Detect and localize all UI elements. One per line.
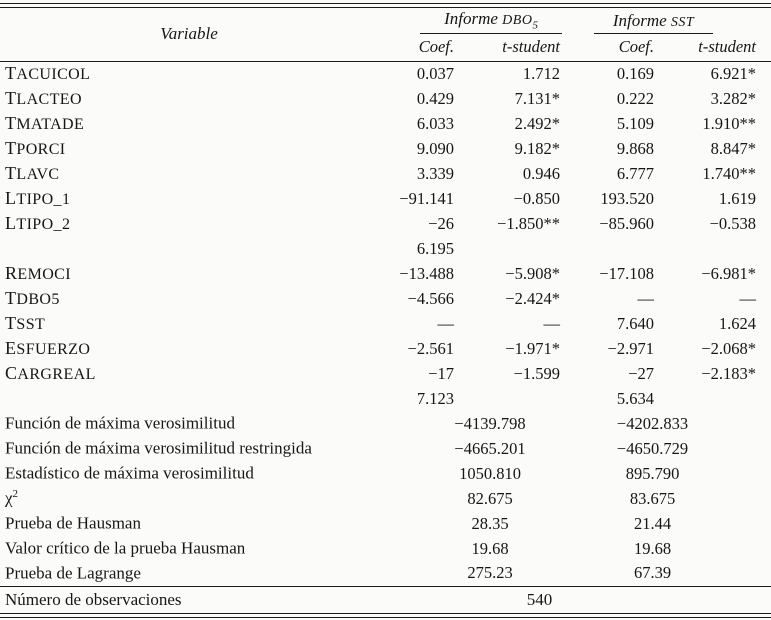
- chi-squared-exponent: 2: [12, 488, 19, 501]
- table-row: [0, 261, 771, 286]
- stat-label: [0, 561, 378, 586]
- dbo-t-value: —: [543, 313, 561, 333]
- group-header-dbo: [378, 8, 566, 34]
- table-row: [0, 311, 771, 336]
- sst-stat-value: 21.44: [633, 513, 672, 533]
- table-body: [0, 61, 771, 613]
- sst-t-value: 1.624: [718, 313, 757, 333]
- sst-t-value: 1.910**: [702, 113, 757, 133]
- column-spacer: [566, 211, 592, 236]
- sst-stat-value: −4650.729: [616, 438, 689, 458]
- variable-name: LTIPO_2: [5, 213, 71, 233]
- variable-name: [0, 386, 378, 411]
- group-header-dbo-label: [420, 9, 562, 34]
- table-row: [0, 161, 771, 186]
- dbo-stat-value: 82.675: [467, 488, 513, 508]
- stat-label: [0, 536, 378, 561]
- stat-label: [0, 461, 378, 486]
- stat-row: [0, 436, 771, 461]
- sst-coef-value: 6.777: [616, 163, 655, 183]
- column-spacer: [566, 61, 592, 86]
- stat-label-text: Estadístico de máxima verosimilitud: [5, 463, 254, 483]
- table-row: [0, 211, 771, 236]
- variable-name: REMOCI: [5, 263, 71, 283]
- dbo-t-value: −5.908*: [505, 263, 561, 283]
- sst-t-value: −6.981*: [701, 263, 757, 283]
- column-spacer: [566, 236, 592, 261]
- stat-label-text: Función de máxima verosimilitud restringida: [5, 438, 312, 458]
- stat-row: [0, 511, 771, 536]
- group-dbo-acronym: DBO: [502, 12, 533, 28]
- table-row: [0, 186, 771, 211]
- dbo-t-value: 7.131*: [514, 88, 561, 108]
- sst-stat-value: 19.68: [633, 538, 672, 558]
- column-spacer: [566, 34, 592, 61]
- dbo-t-value: −1.850**: [497, 213, 561, 233]
- sst-t-value: −0.538: [709, 213, 757, 233]
- column-spacer: [566, 411, 592, 436]
- column-spacer: [566, 511, 592, 536]
- chi-squared-symbol: χ: [5, 488, 13, 508]
- dbo-t-value: −2.424*: [505, 288, 561, 308]
- sst-stat-value: 895.790: [625, 463, 680, 483]
- dbo-coef-value: −2.561: [407, 338, 454, 358]
- sst-coef-value: [592, 236, 660, 261]
- column-spacer: [566, 436, 592, 461]
- sst-coef-value: −27: [628, 363, 655, 383]
- table-row: [0, 111, 771, 136]
- table-row: [0, 336, 771, 361]
- variable-name: TSST: [5, 313, 46, 333]
- sst-stat-value: 83.675: [629, 488, 676, 508]
- sst-coef-value: 7.640: [616, 313, 655, 333]
- dbo-coef-value: —: [437, 313, 454, 333]
- dbo-t-value: −1.599: [513, 363, 561, 383]
- variable-name: CARGREAL: [5, 363, 96, 383]
- column-spacer: [566, 461, 592, 486]
- sst-coef-value: 5.109: [616, 113, 655, 133]
- dbo-stat-value: 275.23: [467, 563, 513, 583]
- observations-value: 540: [378, 586, 771, 613]
- sst-coef-value: 0.222: [616, 88, 655, 108]
- group-sst-acronym: SST: [670, 15, 695, 30]
- sst-coef-header: Coef.: [592, 34, 660, 61]
- dbo-t-value: 0.946: [522, 163, 561, 183]
- variable-name: TACUICOL: [5, 63, 91, 84]
- variable-name: TLAVC: [5, 163, 60, 183]
- sst-coef-value: −2.971: [607, 338, 655, 358]
- sst-t-value: −2.183*: [701, 363, 757, 383]
- dbo-t-value: 9.182*: [514, 138, 561, 158]
- sst-t-value: 3.282*: [710, 88, 757, 108]
- table-row: [0, 86, 771, 111]
- sst-t-value: [660, 386, 771, 411]
- stat-label-text: Prueba de Hausman: [5, 513, 141, 533]
- column-spacer: [566, 161, 592, 186]
- dbo-coef-value: 3.339: [416, 163, 454, 183]
- variable-name: LTIPO_1: [5, 188, 71, 208]
- sst-coef-value: 193.520: [600, 188, 655, 208]
- sst-stat-value: −4202.833: [616, 413, 689, 433]
- dbo-t-value: [460, 236, 566, 261]
- column-spacer: [566, 336, 592, 361]
- dbo-coef-value: −91.141: [399, 188, 454, 208]
- dbo-coef-value: 9.090: [416, 138, 454, 158]
- stat-row: [0, 486, 771, 511]
- stat-label: [0, 411, 378, 436]
- stat-label: [0, 511, 378, 536]
- variable-name: TPORCI: [5, 138, 66, 158]
- sst-coef-value: 0.169: [616, 63, 655, 83]
- column-spacer: [566, 561, 592, 586]
- group-dbo-subscript: 5: [532, 19, 538, 31]
- column-spacer: [566, 361, 592, 386]
- sst-t-value: 6.921*: [710, 63, 757, 83]
- observations-label: Número de observaciones: [0, 586, 378, 613]
- column-spacer: [566, 261, 592, 286]
- group-header-sst: [592, 8, 771, 34]
- dbo-stat-value: 19.68: [471, 538, 509, 558]
- sst-coef-value: 9.868: [616, 138, 655, 158]
- sst-t-value: [660, 236, 771, 261]
- stat-row: [0, 561, 771, 586]
- dbo-t-value: −0.850: [513, 188, 561, 208]
- column-spacer: [566, 136, 592, 161]
- sst-stat-value: 67.39: [633, 563, 672, 583]
- column-spacer: [566, 111, 592, 136]
- stat-label: [0, 436, 378, 461]
- stat-row: [0, 411, 771, 436]
- sst-t-value: —: [739, 288, 757, 308]
- variable-name: TLACTEO: [5, 88, 82, 108]
- dbo-stat-value: 28.35: [471, 513, 509, 533]
- regression-results-table: [0, 8, 771, 613]
- sst-coef-value: −17.108: [599, 263, 655, 283]
- column-spacer: [566, 486, 592, 511]
- dbo-coef-header: Coef.: [378, 34, 460, 61]
- group-dbo-prefix: Informe: [444, 8, 498, 28]
- group-header-row: [0, 8, 771, 34]
- stat-label-text: Función de máxima verosimilitud: [5, 413, 235, 433]
- table-row-continuation: [0, 236, 771, 261]
- stat-row: [0, 461, 771, 486]
- sst-coef-value: —: [637, 288, 655, 308]
- dbo-coef-value: 0.429: [416, 88, 454, 108]
- column-spacer: [566, 386, 592, 411]
- group-header-sst-label: [594, 11, 713, 34]
- dbo-coef-value: −4.566: [407, 288, 454, 308]
- sst-tstudent-header: t-student: [660, 34, 771, 61]
- dbo-t-value: [460, 386, 566, 411]
- sst-t-value: 1.740**: [702, 163, 757, 183]
- stat-label-text: Valor crítico de la prueba Hausman: [5, 538, 246, 558]
- table-row: [0, 361, 771, 386]
- dbo-coef-value: 0.037: [416, 63, 454, 83]
- sst-t-value: −2.068*: [701, 338, 757, 358]
- variable-name: ESFUERZO: [5, 338, 91, 358]
- column-spacer: [566, 8, 592, 34]
- variable-name: TDBO5: [5, 288, 60, 308]
- variable-column-header: Variable: [0, 8, 378, 61]
- table-row: [0, 136, 771, 161]
- sst-t-value: 1.619: [718, 188, 757, 208]
- group-sst-prefix: Informe: [612, 11, 667, 30]
- dbo-coef-value: 7.123: [416, 388, 454, 408]
- table-header: [0, 8, 771, 61]
- dbo-t-value: 1.712: [522, 63, 561, 83]
- dbo-stat-value: −4139.798: [454, 413, 526, 433]
- column-spacer: [566, 311, 592, 336]
- variable-name: [0, 236, 378, 261]
- dbo-coef-value: −26: [428, 213, 454, 233]
- dbo-coef-value: 6.195: [416, 238, 454, 258]
- column-spacer: [566, 186, 592, 211]
- dbo-coef-value: −13.488: [399, 263, 454, 283]
- sst-t-value: 8.847*: [710, 138, 757, 158]
- column-spacer: [566, 286, 592, 311]
- dbo-tstudent-header: t-student: [460, 34, 566, 61]
- observations-row: [0, 586, 771, 613]
- table-row: [0, 61, 771, 86]
- dbo-t-value: −1.971*: [505, 338, 561, 358]
- bottom-double-rule: [0, 613, 771, 618]
- sst-coef-value: 5.634: [616, 388, 655, 408]
- sst-coef-value: −85.960: [599, 213, 655, 233]
- stat-label-text: Prueba de Lagrange: [5, 563, 141, 583]
- dbo-stat-value: −4665.201: [454, 438, 526, 458]
- dbo-coef-value: 6.033: [416, 113, 454, 133]
- dbo-t-value: 2.492*: [514, 113, 561, 133]
- stat-label: [0, 486, 378, 511]
- column-spacer: [566, 86, 592, 111]
- column-spacer: [566, 536, 592, 561]
- dbo-stat-value: 1050.810: [459, 463, 521, 483]
- dbo-coef-value: −17: [428, 363, 454, 383]
- table-row: [0, 286, 771, 311]
- table-row-continuation: [0, 386, 771, 411]
- stat-row: [0, 536, 771, 561]
- variable-name: TMATADE: [5, 113, 85, 133]
